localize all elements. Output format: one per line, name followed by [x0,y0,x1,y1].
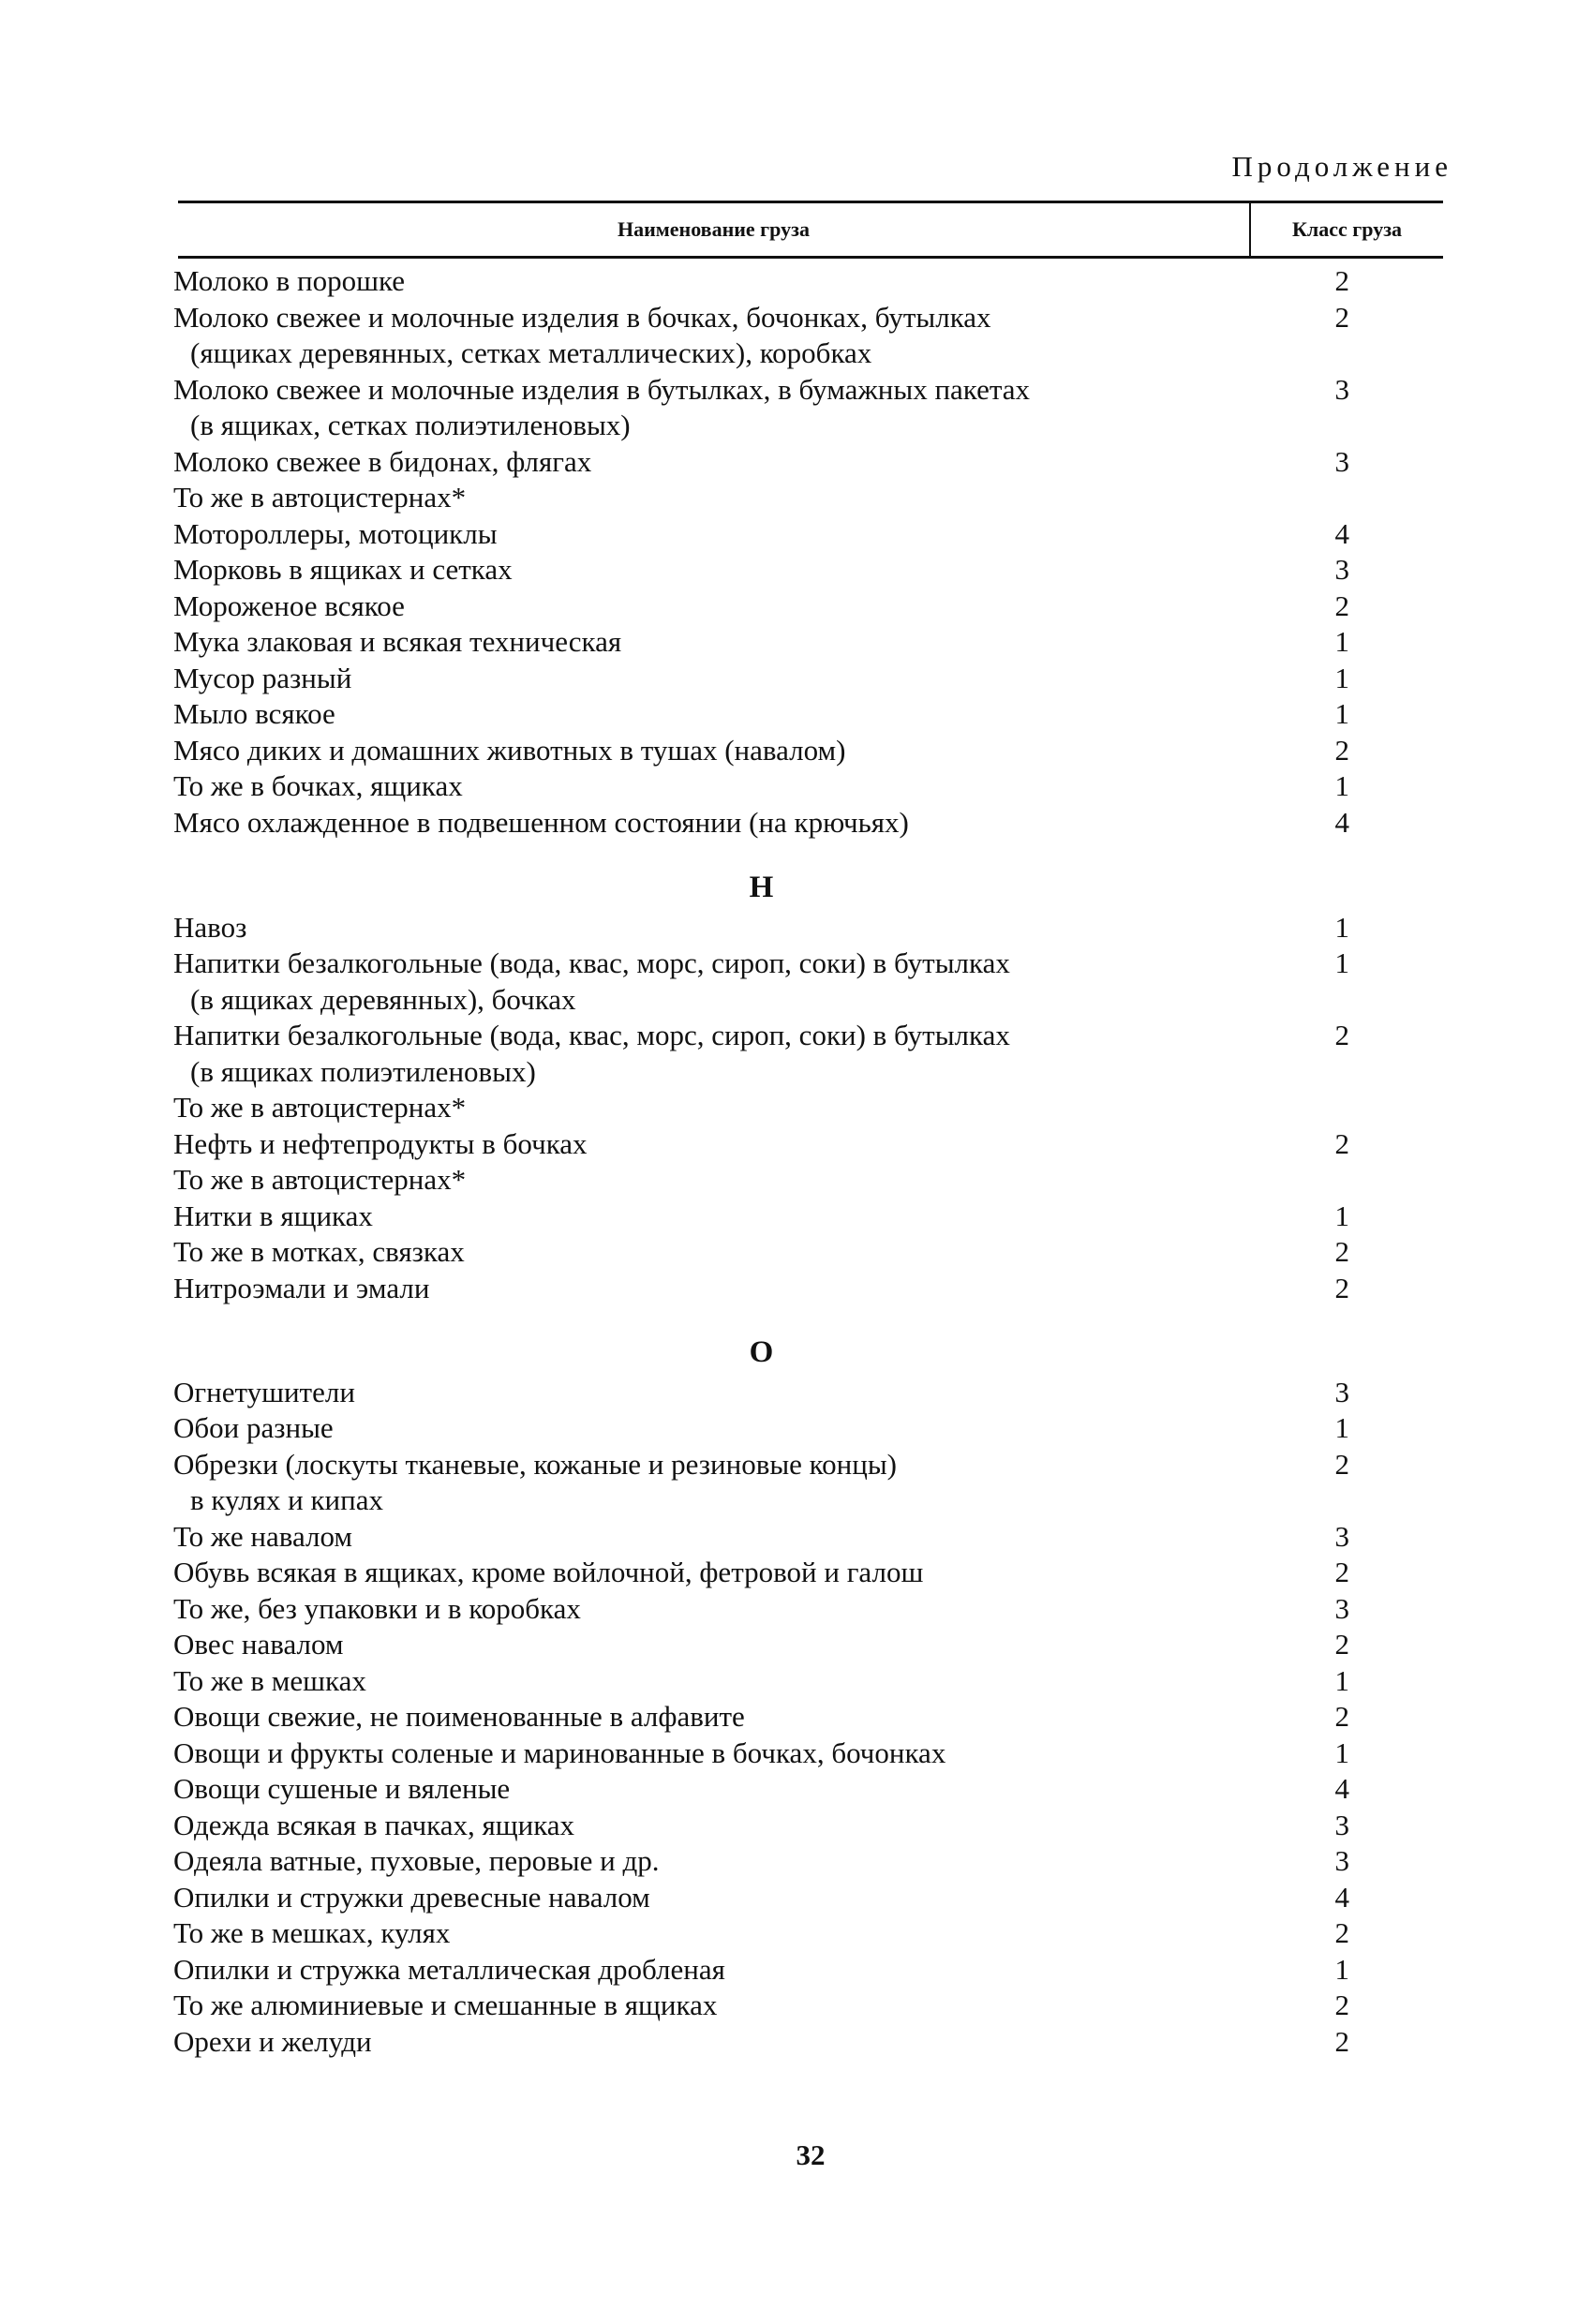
cargo-row [173,805,1349,842]
cargo-row [173,552,1349,588]
cargo-row [173,444,1349,481]
cargo-name: Опилки и стружка металлическая дробленая [173,1952,725,1986]
cargo-class: 1 [1334,1663,1349,1697]
cargo-row [173,1808,1349,1844]
cargo-row [173,1591,1349,1628]
cargo-row [173,1447,1349,1483]
cargo-row [173,1736,1349,1772]
cargo-row [173,1988,1349,2024]
cargo-name: Напитки безалкогольные (вода, квас, морс, сироп, соки) в бутылках [173,946,1010,979]
cargo-name: Нитки в ящиках [173,1199,373,1232]
cargo-class: 3 [1334,1844,1349,1877]
cargo-row [173,1627,1349,1663]
cargo-class: 3 [1334,1519,1349,1553]
cargo-row [173,516,1349,553]
cargo-class: 1 [1334,1199,1349,1232]
cargo-name: Опилки и стружки древесные навалом [173,1880,650,1914]
section-letter: О [749,1335,774,1369]
section-m [173,263,1349,841]
cargo-name: Молоко свежее в бидонах, флягах [173,444,592,478]
cargo-name-continuation: (ящиках деревянных, сетках металлических), коробках [190,336,872,369]
cargo-name: Обрезки (лоскуты тканевые, кожаные и резиновые концы) [173,1447,898,1481]
cargo-row [173,910,1349,946]
cargo-name: Обои разные [173,1411,334,1444]
cargo-class: 2 [1334,1556,1349,1588]
cargo-row [173,1126,1349,1163]
cargo-name: Навоз [173,910,247,944]
cargo-name-continuation: (в ящиках полиэтиленовых) [190,1054,536,1088]
cargo-class: 1 [1334,1736,1349,1769]
cargo-name: Нитроэмали и эмали [173,1271,430,1304]
cargo-class: 2 [1334,2024,1349,2058]
header-cargo-class: Класс груза [1291,217,1403,241]
cargo-class: 2 [1334,588,1349,622]
cargo-class: 3 [1334,444,1349,478]
cargo-class [1321,480,1349,516]
cargo-name: То же в мотках, связках [173,1235,465,1268]
cargo-row [173,624,1349,661]
cargo-class: 1 [1334,1411,1349,1444]
continuation-label: Продолжение [1231,150,1452,183]
cargo-name: Обувь всякая в ящиках, кроме войлочной, фетровой и галош [173,1556,924,1588]
cargo-class: 2 [1334,264,1349,297]
cargo-class: 3 [1334,553,1349,586]
cargo-name: Молоко свежее и молочные изделия в бутылках, в бумажных пакетах [173,372,1031,406]
cargo-class: 1 [1334,1952,1349,1986]
cargo-row [173,300,1349,336]
cargo-row [173,1410,1349,1447]
cargo-row [173,1519,1349,1556]
cargo-class: 2 [1334,1700,1349,1733]
cargo-class: 3 [1334,372,1349,406]
cargo-row [173,1555,1349,1591]
cargo-class: 2 [1334,1628,1349,1661]
cargo-row [173,1952,1349,1989]
cargo-name: Овес навалом [173,1628,344,1661]
cargo-row [173,1234,1349,1271]
cargo-row [173,263,1349,300]
cargo-name: Мясо охлажденное в подвешенном состоянии (на крючьях) [173,805,909,839]
cargo-name: Овощи свежие, не поименованные в алфавите [173,1700,745,1733]
cargo-class: 4 [1334,516,1349,550]
section-letter: Н [749,871,774,904]
cargo-name: Мыло всякое [173,697,335,730]
cargo-row [173,1375,1349,1411]
cargo-row [173,1162,1349,1199]
cargo-name: То же в автоцистернах* [173,1163,467,1196]
cargo-class: 1 [1334,625,1349,658]
section-n [173,843,1349,1306]
cargo-row [173,696,1349,733]
cargo-class: 1 [1334,946,1349,979]
cargo-class: 2 [1334,733,1349,767]
table-header [178,201,1443,259]
cargo-name: То же в автоцистернах* [173,1091,467,1124]
cargo-name-continuation: (в ящиках деревянных), бочках [190,982,576,1016]
cargo-class: 4 [1334,1880,1349,1914]
cargo-class: 1 [1334,661,1349,694]
cargo-name: Одеяла ватные, пуховые, перовые и др. [173,1844,660,1877]
cargo-name: То же в автоцистернах* [173,481,467,514]
cargo-row [173,2024,1349,2061]
cargo-name: Орехи и желуди [173,2024,372,2058]
cargo-row [173,946,1349,982]
cargo-row [173,1771,1349,1808]
cargo-name: Одежда всякая в пачках, ящиках [173,1808,575,1841]
cargo-name: То же в бочках, ящиках [173,769,463,802]
cargo-class: 2 [1334,1235,1349,1268]
cargo-class: 3 [1334,1808,1349,1841]
cargo-name: То же в мешках, кулях [173,1916,451,1949]
cargo-name: Мусор разный [173,661,352,694]
cargo-class: 1 [1334,697,1349,730]
cargo-name: Огнетушители [173,1375,355,1408]
cargo-class: 1 [1334,769,1349,802]
cargo-name-continuation: в кулях и кипах [190,1483,383,1516]
cargo-name: Напитки безалкогольные (вода, квас, морс, сироп, соки) в бутылках [173,1019,1010,1051]
cargo-class: 2 [1334,1447,1349,1481]
cargo-name: То же в мешках [173,1663,366,1697]
cargo-class [1321,1090,1349,1126]
cargo-row [173,768,1349,805]
cargo-row [173,1843,1349,1880]
cargo-row [173,1699,1349,1736]
cargo-class: 4 [1334,1772,1349,1805]
section-o [173,1308,1349,2060]
cargo-name: Мука злаковая и всякая техническая [173,625,622,658]
cargo-name: Молоко свежее и молочные изделия в бочках, бочонках, бутылках [173,300,991,334]
cargo-name: Овощи сушеные и вяленые [173,1772,511,1805]
cargo-row [173,1018,1349,1054]
cargo-row [173,1199,1349,1235]
cargo-name: То же алюминиевые и смешанные в ящиках [173,1989,718,2021]
cargo-class: 2 [1334,300,1349,334]
cargo-row [173,661,1349,697]
cargo-name: То же навалом [173,1519,352,1553]
cargo-row [173,1663,1349,1700]
cargo-class: 2 [1334,1989,1349,2021]
cargo-class: 3 [1334,1591,1349,1625]
cargo-class: 1 [1334,910,1349,944]
cargo-row [173,588,1349,625]
cargo-name: Овощи и фрукты соленые и маринованные в бочках, бочонках [173,1736,946,1769]
cargo-name: Морковь в ящиках и сетках [173,553,513,586]
cargo-class: 2 [1334,1126,1349,1160]
cargo-class: 2 [1334,1916,1349,1949]
cargo-name: Мясо диких и домашних животных в тушах (навалом) [173,733,846,767]
cargo-name: Молоко в порошке [173,264,405,297]
cargo-row [173,372,1349,409]
cargo-row [173,1915,1349,1952]
cargo-name-continuation: (в ящиках, сетках полиэтиленовых) [190,409,631,441]
cargo-name: Мороженое всякое [173,588,405,622]
cargo-row [173,733,1349,769]
cargo-class: 2 [1334,1271,1349,1304]
cargo-class: 3 [1334,1375,1349,1408]
cargo-class: 4 [1334,805,1349,839]
cargo-row [173,480,1349,516]
cargo-row [173,1880,1349,1916]
cargo-name: То же, без упаковки и в коробках [173,1591,581,1625]
cargo-class: 2 [1334,1019,1349,1051]
header-cargo-name: Наименование груза [178,203,1251,256]
cargo-name: Мотороллеры, мотоциклы [173,516,498,550]
cargo-class [1321,1162,1349,1199]
cargo-row [173,1271,1349,1307]
cargo-row [173,1090,1349,1126]
cargo-name: Нефть и нефтепродукты в бочках [173,1126,588,1160]
page-number: 32 [796,2138,826,2171]
